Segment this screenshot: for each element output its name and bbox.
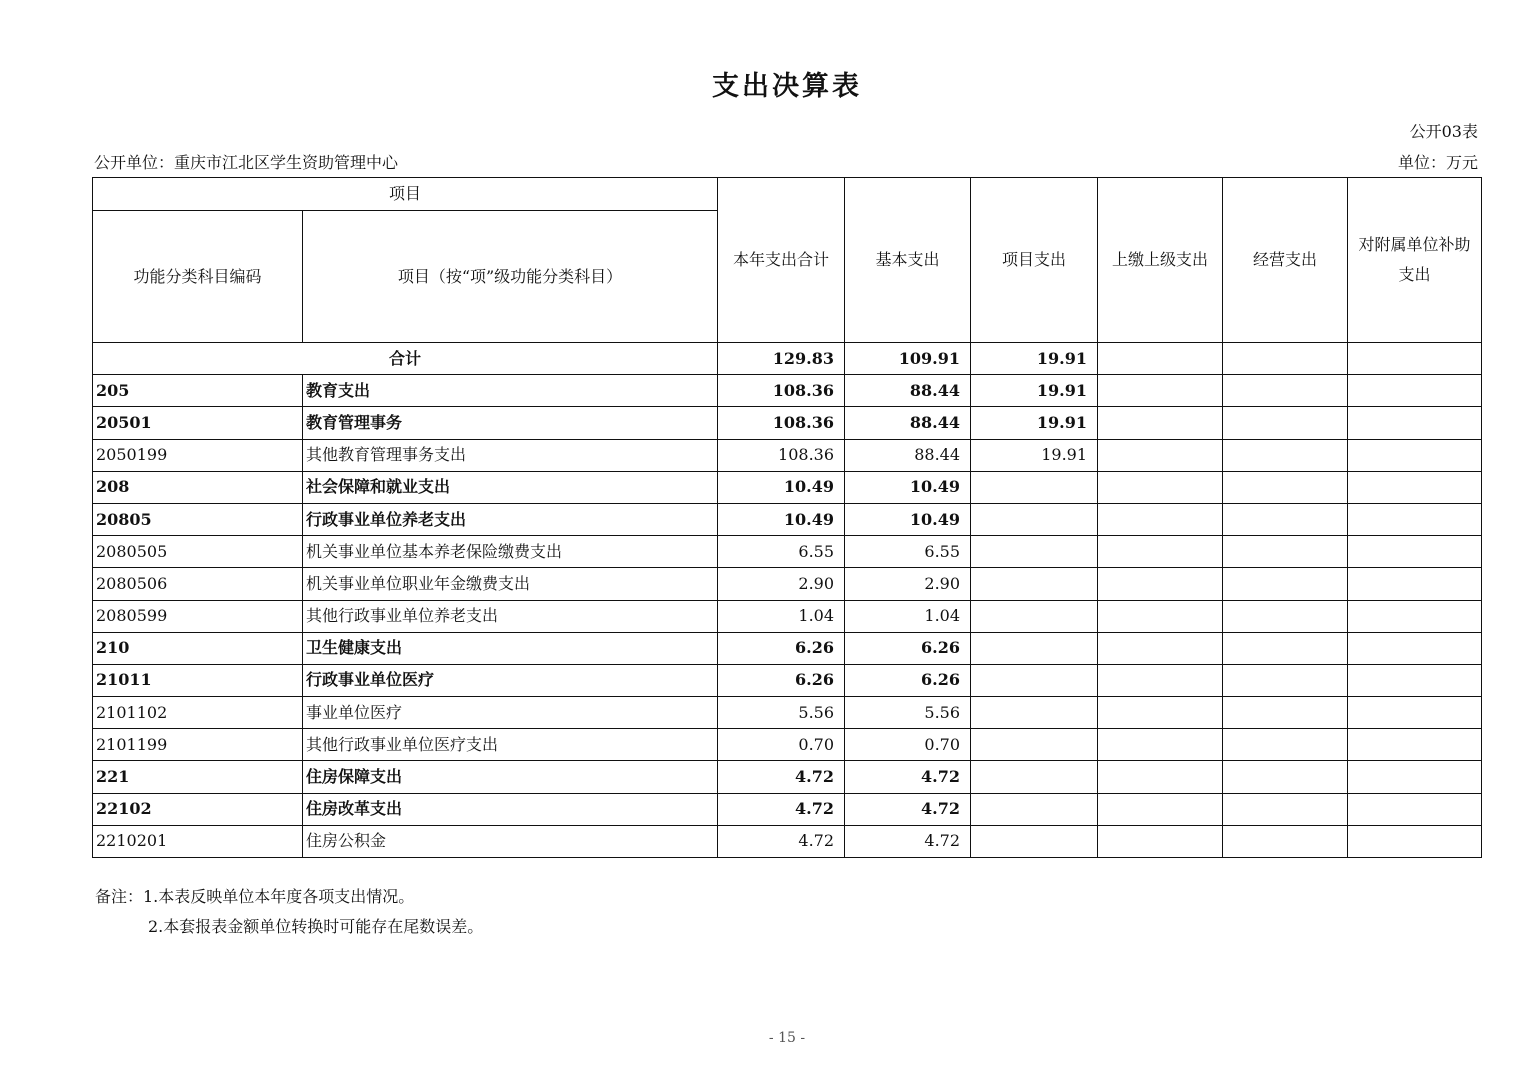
cell-total: 108.36 — [718, 375, 845, 407]
cell-code: 205 — [93, 375, 303, 407]
cell-name: 机关事业单位基本养老保险缴费支出 — [303, 536, 718, 568]
table-row — [93, 536, 1482, 568]
cell-basic: 4.72 — [845, 825, 971, 857]
cell-subsidy — [1348, 697, 1482, 729]
table-row — [93, 503, 1482, 535]
cell-total: 10.49 — [718, 503, 845, 535]
page-title: 支出决算表 — [712, 71, 862, 102]
cell-business — [1223, 664, 1348, 696]
cell-project — [971, 503, 1098, 535]
cell-upper — [1098, 471, 1223, 503]
cell-subsidy — [1348, 536, 1482, 568]
cell-business — [1223, 471, 1348, 503]
cell-project — [971, 697, 1098, 729]
cell-business — [1223, 729, 1348, 761]
cell-project — [971, 536, 1098, 568]
total-upper — [1098, 343, 1223, 375]
total-business — [1223, 343, 1348, 375]
cell-subsidy — [1348, 375, 1482, 407]
table-row — [93, 568, 1482, 600]
cell-subsidy — [1348, 825, 1482, 857]
cell-basic: 2.90 — [845, 568, 971, 600]
cell-business — [1223, 793, 1348, 825]
cell-name: 行政事业单位医疗 — [303, 664, 718, 696]
table-row — [93, 825, 1482, 857]
note-2: 2.本套报表金额单位转换时可能存在尾数误差。 — [148, 917, 484, 936]
cell-code: 221 — [93, 761, 303, 793]
cell-name: 住房保障支出 — [303, 761, 718, 793]
cell-total: 4.72 — [718, 825, 845, 857]
header-code: 功能分类科目编码 — [93, 211, 303, 343]
cell-business — [1223, 536, 1348, 568]
cell-basic: 5.56 — [845, 697, 971, 729]
cell-basic: 88.44 — [845, 407, 971, 439]
table-row — [93, 729, 1482, 761]
cell-subsidy — [1348, 471, 1482, 503]
header-subsidy: 对附属单位补助支出 — [1348, 178, 1482, 343]
cell-upper — [1098, 375, 1223, 407]
cell-code: 22102 — [93, 793, 303, 825]
cell-subsidy — [1348, 793, 1482, 825]
cell-project — [971, 664, 1098, 696]
cell-business — [1223, 761, 1348, 793]
cell-total: 2.90 — [718, 568, 845, 600]
cell-total: 10.49 — [718, 471, 845, 503]
cell-subsidy — [1348, 439, 1482, 471]
cell-project — [971, 632, 1098, 664]
cell-project — [971, 471, 1098, 503]
cell-name: 机关事业单位职业年金缴费支出 — [303, 568, 718, 600]
cell-code: 2080505 — [93, 536, 303, 568]
cell-name: 行政事业单位养老支出 — [303, 503, 718, 535]
cell-subsidy — [1348, 600, 1482, 632]
cell-total: 0.70 — [718, 729, 845, 761]
cell-code: 20805 — [93, 503, 303, 535]
cell-upper — [1098, 536, 1223, 568]
cell-name: 教育支出 — [303, 375, 718, 407]
cell-upper — [1098, 632, 1223, 664]
cell-upper — [1098, 761, 1223, 793]
cell-upper — [1098, 664, 1223, 696]
table-row — [93, 407, 1482, 439]
cell-code: 20501 — [93, 407, 303, 439]
cell-total: 6.55 — [718, 536, 845, 568]
cell-basic: 88.44 — [845, 439, 971, 471]
cell-code: 208 — [93, 471, 303, 503]
cell-project — [971, 729, 1098, 761]
cell-upper — [1098, 439, 1223, 471]
cell-basic: 10.49 — [845, 503, 971, 535]
cell-subsidy — [1348, 761, 1482, 793]
cell-name: 住房公积金 — [303, 825, 718, 857]
total-basic: 109.91 — [845, 343, 971, 375]
cell-basic: 10.49 — [845, 471, 971, 503]
currency-unit: 单位：万元 — [1397, 153, 1478, 172]
cell-business — [1223, 503, 1348, 535]
cell-name: 其他行政事业单位医疗支出 — [303, 729, 718, 761]
header-basic: 基本支出 — [845, 178, 971, 343]
table-row — [93, 761, 1482, 793]
cell-name: 卫生健康支出 — [303, 632, 718, 664]
cell-basic: 88.44 — [845, 375, 971, 407]
cell-code: 21011 — [93, 664, 303, 696]
cell-upper — [1098, 568, 1223, 600]
cell-upper — [1098, 600, 1223, 632]
table-row — [93, 471, 1482, 503]
cell-name: 住房改革支出 — [303, 793, 718, 825]
table-row — [93, 793, 1482, 825]
cell-project — [971, 825, 1098, 857]
header-total: 本年支出合计 — [718, 178, 845, 343]
total-total: 129.83 — [718, 343, 845, 375]
cell-subsidy — [1348, 407, 1482, 439]
cell-total: 6.26 — [718, 664, 845, 696]
cell-upper — [1098, 503, 1223, 535]
total-subsidy — [1348, 343, 1482, 375]
notes — [95, 882, 483, 942]
cell-name: 事业单位医疗 — [303, 697, 718, 729]
cell-business — [1223, 632, 1348, 664]
table-row — [93, 632, 1482, 664]
total-label: 合计 — [93, 343, 718, 375]
cell-business — [1223, 825, 1348, 857]
cell-business — [1223, 600, 1348, 632]
table-row — [93, 697, 1482, 729]
cell-subsidy — [1348, 632, 1482, 664]
cell-total: 5.56 — [718, 697, 845, 729]
header-upper: 上缴上级支出 — [1098, 178, 1223, 343]
cell-business — [1223, 697, 1348, 729]
cell-name: 其他教育管理事务支出 — [303, 439, 718, 471]
table-row — [93, 600, 1482, 632]
cell-code: 2210201 — [93, 825, 303, 857]
cell-subsidy — [1348, 568, 1482, 600]
cell-total: 6.26 — [718, 632, 845, 664]
cell-basic: 6.26 — [845, 664, 971, 696]
cell-project — [971, 568, 1098, 600]
cell-basic: 6.26 — [845, 632, 971, 664]
cell-subsidy — [1348, 664, 1482, 696]
cell-project: 19.91 — [971, 407, 1098, 439]
cell-total: 108.36 — [718, 439, 845, 471]
cell-code: 2050199 — [93, 439, 303, 471]
table-row — [93, 375, 1482, 407]
header-business: 经营支出 — [1223, 178, 1348, 343]
cell-project: 19.91 — [971, 375, 1098, 407]
cell-upper — [1098, 729, 1223, 761]
cell-total: 108.36 — [718, 407, 845, 439]
cell-business — [1223, 568, 1348, 600]
header-name: 项目（按“项”级功能分类科目） — [303, 211, 718, 343]
expenditure-table — [92, 177, 1482, 858]
cell-basic: 6.55 — [845, 536, 971, 568]
cell-business — [1223, 407, 1348, 439]
cell-code: 2101199 — [93, 729, 303, 761]
total-project: 19.91 — [971, 343, 1098, 375]
form-number: 公开03表 — [1409, 122, 1478, 141]
cell-upper — [1098, 697, 1223, 729]
cell-upper — [1098, 793, 1223, 825]
unit-name: 重庆市江北区学生资助管理中心 — [174, 153, 399, 172]
cell-total: 4.72 — [718, 761, 845, 793]
cell-total: 1.04 — [718, 600, 845, 632]
reporting-unit — [94, 150, 398, 173]
cell-project — [971, 600, 1098, 632]
cell-upper — [1098, 825, 1223, 857]
total-row — [93, 343, 1482, 375]
cell-total: 4.72 — [718, 793, 845, 825]
cell-project — [971, 761, 1098, 793]
cell-project — [971, 793, 1098, 825]
cell-code: 2080506 — [93, 568, 303, 600]
table-row — [93, 664, 1482, 696]
note-1: 备注：1.本表反映单位本年度各项支出情况。 — [95, 887, 415, 906]
header-project-expense: 项目支出 — [971, 178, 1098, 343]
cell-name: 其他行政事业单位养老支出 — [303, 600, 718, 632]
unit-label: 公开单位： — [94, 153, 175, 172]
cell-code: 2101102 — [93, 697, 303, 729]
cell-subsidy — [1348, 729, 1482, 761]
cell-basic: 1.04 — [845, 600, 971, 632]
cell-project: 19.91 — [971, 439, 1098, 471]
header-project: 项目 — [93, 178, 718, 211]
cell-basic: 4.72 — [845, 793, 971, 825]
cell-upper — [1098, 407, 1223, 439]
cell-name: 教育管理事务 — [303, 407, 718, 439]
cell-name: 社会保障和就业支出 — [303, 471, 718, 503]
cell-business — [1223, 375, 1348, 407]
cell-basic: 4.72 — [845, 761, 971, 793]
cell-code: 210 — [93, 632, 303, 664]
table-row — [93, 439, 1482, 471]
cell-code: 2080599 — [93, 600, 303, 632]
cell-basic: 0.70 — [845, 729, 971, 761]
cell-business — [1223, 439, 1348, 471]
page-number: - 15 - — [768, 1030, 806, 1046]
cell-subsidy — [1348, 503, 1482, 535]
